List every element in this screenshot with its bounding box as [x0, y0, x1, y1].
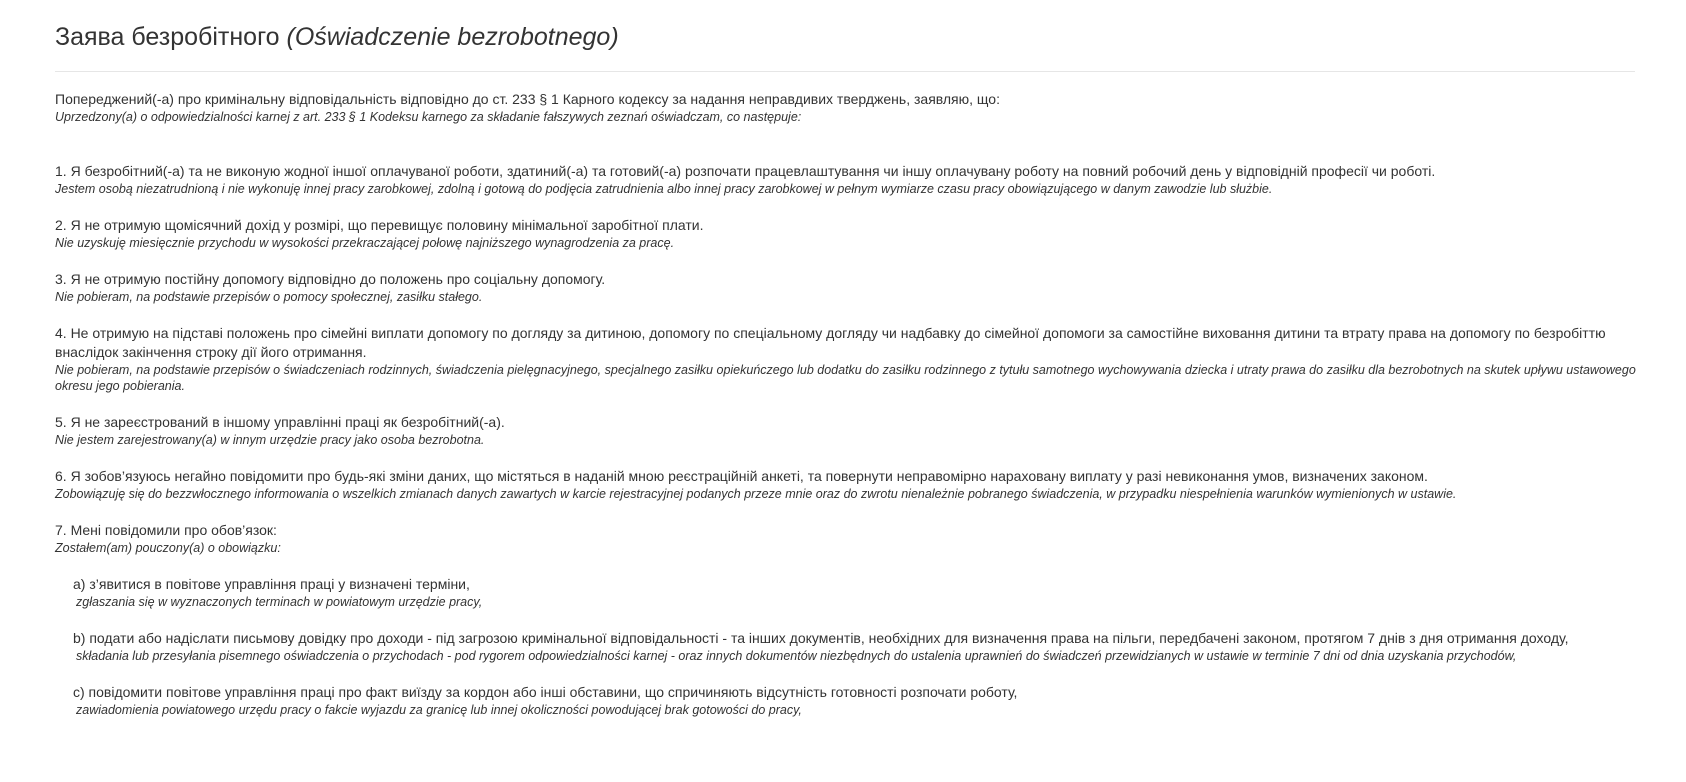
declaration-item-text-uk: 1. Я безробітний(-а) та не виконую жодної іншої оплачуваної роботи, здатиний(-а) та готовий(-а) розпочати працевлаштування чи іншу оплачувану роботу на повний робочий день у відповідній професії чи роботі. [55, 163, 1436, 179]
declaration-item-2 [55, 216, 1665, 251]
obligation-item-c [55, 683, 1683, 718]
obligation-text-uk: a) з’явитися в повітове управління праці у визначені терміни, [73, 576, 470, 592]
declaration-item-text-uk: 6. Я зобов’язуюсь негайно повідомити про будь-які зміни даних, що містяться в наданій мною реєстраційній анкеті, та повернути неправомірно нараховану виплату у разі невиконання умов, визначених законом. [55, 468, 1428, 484]
declaration-item-text-pl: Nie uzyskuję miesięcznie przychodu w wysokości przekraczającej połowę najniższego wynagrodzenia za pracę. [55, 236, 675, 250]
declaration-item-3 [55, 270, 1665, 305]
intro-text-pl: Uprzedzony(a) o odpowiedzialności karnej z art. 233 § 1 Kodeksu karnego za składanie fałszywych zeznań oświadczam, co następuje: [55, 110, 802, 124]
obligation-item-b [55, 629, 1665, 664]
declaration-item-text-uk: 3. Я не отримую постійну допомогу відповідно до положень про соціальну допомогу. [55, 271, 606, 287]
declaration-item-text-pl: Zostałem(am) pouczony(a) o obowiązku: [55, 541, 281, 555]
declaration-item-4 [55, 324, 1665, 394]
title-divider [55, 71, 1635, 72]
declaration-item-text-pl: Zobowiązuję się do bezzwłocznego informowania o wszelkich zmianach danych zawartych w karcie rejestracyjnej podanych przeze mnie oraz do zwrotu nienależnie pobranego świadczenia, w przypadku niespełnienia warunków wymienionych w ustawie. [55, 487, 1457, 501]
declaration-item-text-uk: 5. Я не зареєстрований в іншому управлінні праці як безробітний(-а). [55, 414, 505, 430]
declaration-item-text-pl: Jestem osobą niezatrudnioną i nie wykonuję innej pracy zarobkowej, zdolną i gotową do podjęcia zatrudnienia albo innej pracy zarobkowej w pełnym wymiarze czasu pracy obowiązującego w danym zawodzie lub służbie. [55, 182, 1273, 196]
obligation-text-uk: b) подати або надіслати письмову довідку про доходи - під загрозою кримінальної відповідальності - та інших документів, необхідних для визначення права на пільги, передбачені законом, протягом 7 днів з дня отримання доходу, [73, 630, 1569, 646]
declaration-item-text-pl: Nie jestem zarejestrowany(a) w innym urzędzie pracy jako osoba bezrobotna. [55, 433, 485, 447]
intro-text-uk: Попереджений(-а) про кримінальну відповідальність відповідно до ст. 233 § 1 Карного кодексу за надання неправдивих тверджень, заявляю, що: [55, 91, 1000, 107]
obligation-text-uk: c) повідомити повітове управління праці про факт виїзду за кордон або інші обставини, що спричиняють відсутність готовності розпочати роботу, [73, 684, 1018, 700]
declaration-item-1 [55, 162, 1665, 197]
declaration-item-6 [55, 467, 1665, 502]
obligation-item-a [55, 575, 1683, 610]
obligation-text-pl: zgłaszania się w wyznaczonych terminach w powiatowym urzędzie pracy, [76, 595, 483, 609]
declaration-item-text-uk: 4. Не отримую на підставі положень про сімейні виплати допомогу по догляду за дитиною, допомогу по спеціальному догляду чи надбавку до сімейної допомоги за самостійне виховання дитини та втрату права на допомогу по безробіттю внаслідок закінчення строку дії його отримання. [55, 325, 1606, 360]
declaration-item-text-uk: 7. Мені повідомили про обов’язок: [55, 522, 277, 538]
declaration-item-5 [55, 413, 1665, 448]
declaration-item-text-uk: 2. Я не отримую щомісячний дохід у розмірі, що перевищує половину мінімальної заробітної плати. [55, 217, 704, 233]
declaration-item-7 [55, 521, 1665, 556]
obligation-text-pl: zawiadomienia powiatowego urzędu pracy o fakcie wyjazdu za granicę lub innej okoliczności powodującej brak gotowości do pracy, [76, 703, 802, 717]
declaration-item-text-pl: Nie pobieram, na podstawie przepisów o świadczeniach rodzinnych, świadczenia pielęgnacyjnego, specjalnego zasiłku opiekuńczego lub dodatku do zasiłku rodzinnego z tytułu samotnego wychowywania dziecka i utraty prawa do zasiłku dla bezrobotnych na skutek upływu ustawowego okresu jego pobierania. [55, 363, 1636, 393]
intro-statement [55, 90, 1665, 125]
page-title-subtitle: (Oświadczenie bezrobotnego) [286, 23, 619, 51]
page-title-main: Заява безробітного [55, 23, 280, 51]
obligation-text-pl: składania lub przesyłania pisemnego oświadczenia o przychodach - pod rygorem odpowiedzialności karnej - oraz innych dokumentów niezbędnych do ustalenia uprawnień do świadczeń przewidzianych w ustawie w terminie 7 dni od dnia uzyskania przychodów, [76, 649, 1517, 663]
page-title [55, 0, 1686, 52]
declaration-item-text-pl: Nie pobieram, na podstawie przepisów o pomocy społecznej, zasiłku stałego. [55, 290, 483, 304]
